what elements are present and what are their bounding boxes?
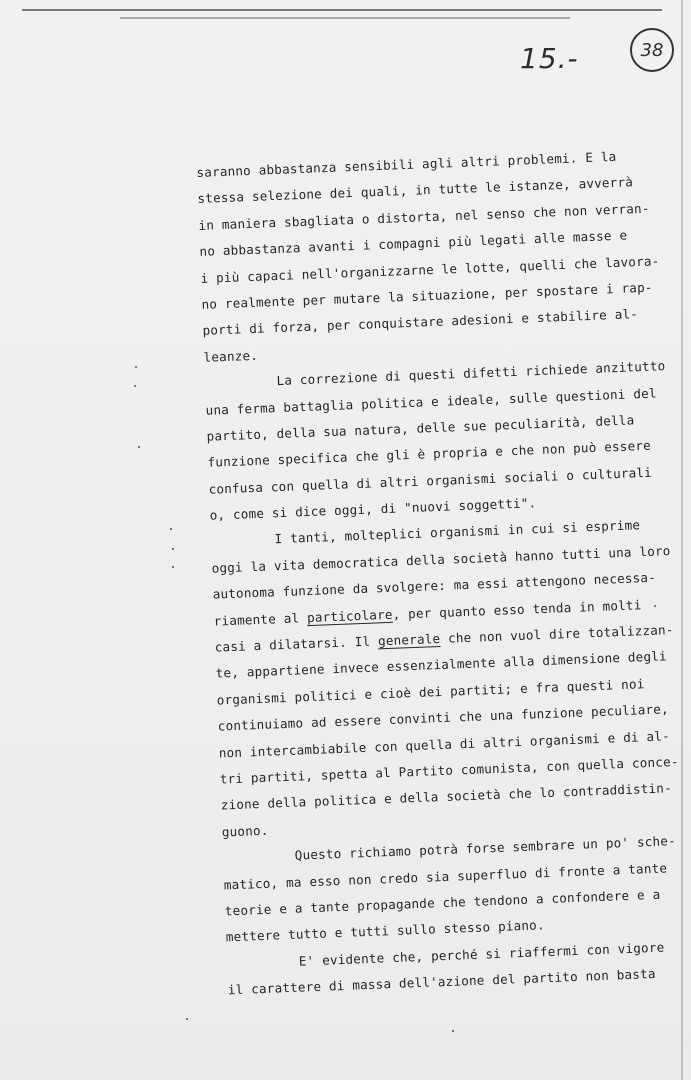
page-edge-shadow (681, 0, 683, 1080)
text-line: Questo richiamo potrà forse sembrare un po' sche- (294, 833, 677, 863)
top-border-line (22, 9, 662, 11)
text-line: il carattere di massa dell'azione del partito non basta (227, 966, 656, 998)
page-number: 15.- (520, 42, 579, 75)
text-line: no abbastanza avanti i compagni più legati alle masse e (199, 227, 628, 260)
scan-speck (452, 1030, 454, 1032)
text-line-underlined: casi a dilatarsi. Il generale che non vuol dire totalizzan- (214, 622, 674, 655)
text-line: La correzione di questi difetti richiede anzitutto (276, 358, 666, 389)
scan-speck (170, 528, 172, 530)
scan-speck (186, 1018, 188, 1020)
text-line: leanze. (203, 347, 259, 365)
text-line: matico, ma esso non credo sia superfluo di fronte a tante (223, 859, 668, 893)
text-line: o, come si dice oggi, di "nuovi soggetti". (209, 495, 537, 523)
archive-number: 38 (640, 39, 664, 61)
text-line: partito, della sua natura, delle sue peculiarità, della (206, 412, 635, 444)
text-line: mettere tutto e tutti sullo stesso piano. (225, 917, 545, 945)
text-line: stessa selezione dei quali, in tutte le istanze, avverrà (197, 174, 634, 207)
text-line: funzione specifica che gli è propria e che non può essere (207, 438, 652, 471)
top-border-line-2 (120, 17, 570, 19)
text-line: i più capaci nell'organizzarne le lotte, quelli che lavora- (200, 252, 660, 286)
text-line: saranno abbastanza sensibili agli altri problemi. E la (196, 148, 617, 180)
text-line: tri partiti, spetta al Partito comunista, con quella conce- (219, 753, 679, 787)
text-line: confusa con quella di altri organismi sociali o culturali (208, 464, 653, 497)
text-line: non intercambiabile con quella di altri organismi e di al- (218, 727, 671, 761)
text-line: E' evidente che, perché si riaffermi con vigore (298, 939, 665, 969)
text-line: no realmente per mutare la situazione, per spostare i rap- (201, 279, 653, 312)
underlined-word: particolare (306, 606, 393, 625)
text-line: te, appartiene invece essenzialmente alla dimensione degli (215, 648, 668, 682)
text-line: teorie e a tante propagande che tendono a confondere e a (224, 886, 661, 919)
scan-speck (135, 366, 137, 368)
underlined-word: generale (377, 631, 441, 649)
scan-speck (654, 605, 656, 607)
text-line: oggi la vita democratica della società hanno tutti una loro (211, 542, 671, 576)
text-line: I tanti, molteplici organismi in cui si esprime (274, 517, 641, 547)
archive-number-stamp (630, 28, 674, 72)
scan-speck (172, 566, 174, 568)
scan-speck (172, 548, 174, 550)
text-line: una ferma battaglia politica e ideale, sulle questioni del (205, 385, 657, 418)
text-line: porti di forza, per conquistare adesioni e stabilire al- (202, 306, 639, 339)
scan-speck (138, 446, 140, 448)
text-line: autonoma funzione da svolgere: ma essi attengono necessa- (212, 569, 657, 602)
body-text (196, 144, 679, 1004)
scan-speck (134, 385, 136, 387)
text-line: continuiamo ad essere convinti che una funzione peculiare, (217, 701, 670, 734)
text-line: organismi politici e cioè dei partiti; e fra questi noi (216, 675, 645, 708)
text-line: guono. (221, 822, 269, 840)
text-line: zione della politica e della società che lo contraddistin- (220, 780, 673, 813)
text-line-underlined: riamente al particolare, per quanto esso tenda in molti (213, 596, 642, 629)
text-line: in maniera sbagliata o distorta, nel senso che non verran- (198, 200, 650, 233)
